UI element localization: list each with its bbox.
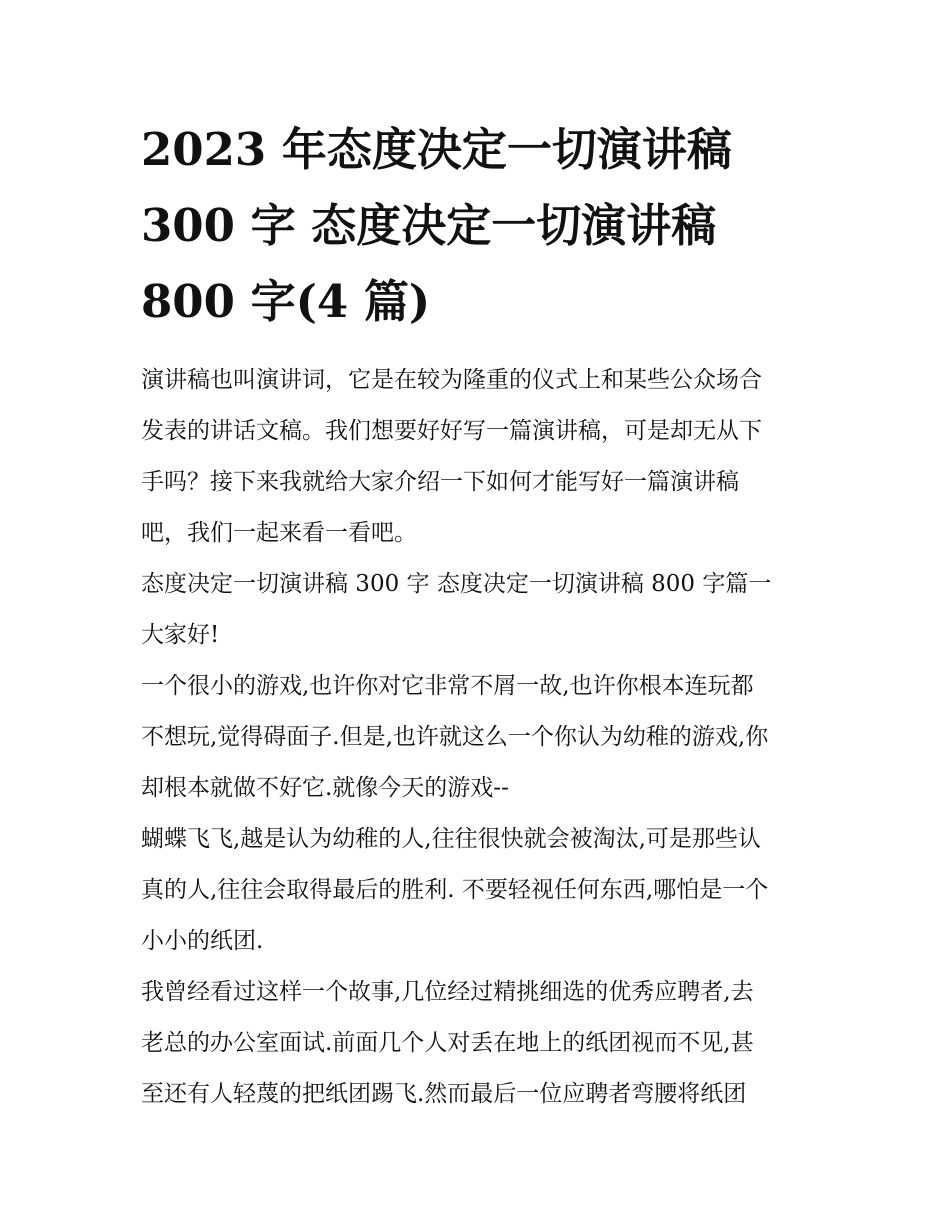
title-line: 2023 年态度决定一切演讲稿 <box>141 123 732 176</box>
text-line: 却根本就做不好它.就像今天的游戏-- <box>141 775 509 801</box>
title-line: 300 字 态度决定一切演讲稿 <box>141 199 717 252</box>
text-line: 手吗？接下来我就给大家介绍一下如何才能写好一篇演讲稿 <box>141 469 739 495</box>
text-line: 发表的讲话文稿。我们想要好好写一篇演讲稿，可是却无从下 <box>141 418 762 444</box>
text-line: 我曾经看过这样一个故事,几位经过精挑细选的优秀应聘者,去 <box>141 979 754 1005</box>
paragraph <box>141 661 821 814</box>
title-line: 800 字(4 篇) <box>141 275 431 328</box>
text-line: 一个很小的游戏,也许你对它非常不屑一故,也许你根本连玩都 <box>141 673 754 699</box>
text-line: 小小的纸团. <box>141 928 264 954</box>
paragraph-greeting <box>141 610 821 661</box>
text-line: 态度决定一切演讲稿 300 字 态度决定一切演讲稿 800 字篇一 <box>141 571 772 597</box>
paragraph-intro <box>141 355 821 559</box>
text-line: 不想玩,觉得碍面子.但是,也许就这么一个你认为幼稚的游戏,你 <box>141 724 769 750</box>
document-title <box>141 112 821 340</box>
paragraph <box>141 967 821 1120</box>
document-text <box>141 355 821 1120</box>
text-line: 真的人,往往会取得最后的胜利. 不要轻视任何东西,哪怕是一个 <box>141 877 769 903</box>
text-line: 蝴蝶飞飞,越是认为幼稚的人,往往很快就会被淘汰,可是那些认 <box>141 826 761 852</box>
document-body <box>141 112 821 1120</box>
text-line: 老总的办公室面试.前面几个人对丢在地上的纸团视而不见,甚 <box>141 1030 754 1056</box>
text-line: 吧，我们一起来看一看吧。 <box>141 520 417 546</box>
text-line: 大家好! <box>141 622 220 648</box>
text-line: 至还有人轻蔑的把纸团踢飞.然而最后一位应聘者弯腰将纸团 <box>141 1081 747 1107</box>
section-heading <box>141 559 821 610</box>
paragraph <box>141 814 821 967</box>
text-line: 演讲稿也叫演讲词，它是在较为隆重的仪式上和某些公众场合 <box>141 367 762 393</box>
